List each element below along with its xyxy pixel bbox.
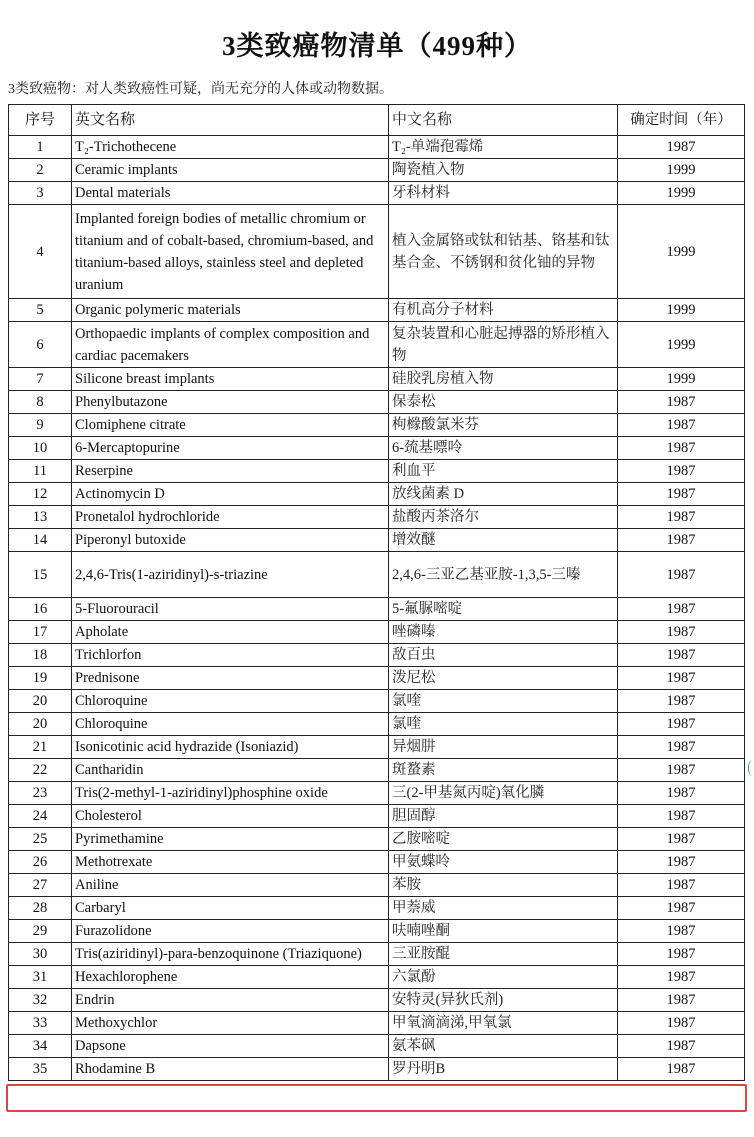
table-row [9,759,745,782]
cell-serial-number: 17 [9,621,72,644]
table-row [9,552,745,598]
cell-english-name: Chloroquine [72,690,389,713]
cell-chinese-name: 2,4,6-三亚乙基亚胺-1,3,5-三嗪 [389,552,618,598]
cell-serial-number: 18 [9,644,72,667]
cell-chinese-name: 增效醚 [389,529,618,552]
cell-year: 1987 [618,552,745,598]
cell-year: 1987 [618,966,745,989]
table-row [9,736,745,759]
table-row [9,644,745,667]
cell-serial-number: 20 [9,713,72,736]
cell-serial-number: 31 [9,966,72,989]
table-header-row [9,105,745,136]
cell-english-name: Hexachlorophene [72,966,389,989]
cell-chinese-name: 枸橼酸氯米芬 [389,414,618,437]
table-row [9,782,745,805]
cell-chinese-name: 有机高分子材料 [389,299,618,322]
cell-serial-number: 2 [9,159,72,182]
table-row [9,989,745,1012]
table-row [9,1012,745,1035]
carcinogen-table [8,104,745,1081]
cell-year: 1987 [618,621,745,644]
table-row [9,805,745,828]
cell-serial-number: 10 [9,437,72,460]
table-row [9,1035,745,1058]
table-row [9,182,745,205]
cell-serial-number: 29 [9,920,72,943]
cell-serial-number: 9 [9,414,72,437]
cell-chinese-name: 氨苯砜 [389,1035,618,1058]
cell-year: 1999 [618,159,745,182]
cell-chinese-name: 苯胺 [389,874,618,897]
cell-serial-number: 5 [9,299,72,322]
cell-chinese-name: 泼尼松 [389,667,618,690]
cell-year: 1987 [618,690,745,713]
cell-english-name: Trichlorfon [72,644,389,667]
cell-year: 1987 [618,391,745,414]
cell-english-name: Cantharidin [72,759,389,782]
category-description: 3类致癌物：对人类致癌性可疑，尚无充分的人体或动物数据。 [8,82,393,97]
cell-english-name: Piperonyl butoxide [72,529,389,552]
cell-chinese-name: 异烟肼 [389,736,618,759]
cell-english-name: Tris(2-methyl-1-aziridinyl)phosphine oxide [72,782,389,805]
cell-year: 1987 [618,736,745,759]
cell-chinese-name: 唑磷嗪 [389,621,618,644]
cell-year: 1987 [618,851,745,874]
table-row [9,874,745,897]
cell-chinese-name: 三(2-甲基氮丙啶)氧化膦 [389,782,618,805]
cell-english-name: Endrin [72,989,389,1012]
cell-serial-number: 33 [9,1012,72,1035]
cell-year: 1987 [618,920,745,943]
cell-serial-number: 1 [9,136,72,159]
cell-serial-number: 19 [9,667,72,690]
cell-serial-number: 14 [9,529,72,552]
cell-serial-number: 20 [9,690,72,713]
cell-year: 1987 [618,437,745,460]
cell-chinese-name: 敌百虫 [389,644,618,667]
cell-serial-number: 22 [9,759,72,782]
cell-serial-number: 8 [9,391,72,414]
cell-year: 1987 [618,529,745,552]
cell-year: 1987 [618,460,745,483]
table-row [9,322,745,368]
cell-year: 1987 [618,828,745,851]
cell-serial-number: 6 [9,322,72,368]
cell-english-name: Isonicotinic acid hydrazide (Isoniazid) [72,736,389,759]
cell-chinese-name: 利血平 [389,460,618,483]
table-row [9,851,745,874]
cell-chinese-name: 斑蝥素 [389,759,618,782]
cell-chinese-name: 保泰松 [389,391,618,414]
cell-english-name: Orthopaedic implants of complex composition and cardiac pacemakers [72,322,389,368]
cell-year: 1999 [618,182,745,205]
cell-chinese-name: 甲氨蝶呤 [389,851,618,874]
table-row [9,299,745,322]
table-row [9,506,745,529]
cell-serial-number: 25 [9,828,72,851]
cell-serial-number: 12 [9,483,72,506]
cell-serial-number: 15 [9,552,72,598]
cell-chinese-name: 乙胺嘧啶 [389,828,618,851]
cell-english-name: Pronetalol hydrochloride [72,506,389,529]
cell-year: 1987 [618,759,745,782]
table-row [9,690,745,713]
cell-serial-number: 35 [9,1058,72,1081]
table-row [9,136,745,159]
table-row [9,598,745,621]
cell-english-name: Dental materials [72,182,389,205]
cell-year: 1987 [618,943,745,966]
cell-serial-number: 4 [9,205,72,299]
margin-mark [748,760,754,776]
cell-year: 1987 [618,713,745,736]
cell-serial-number: 24 [9,805,72,828]
cell-chinese-name: 放线菌素 D [389,483,618,506]
cell-chinese-name: 陶瓷植入物 [389,159,618,182]
table-row [9,667,745,690]
cell-chinese-name: 甲萘威 [389,897,618,920]
table-row [9,205,745,299]
header-serial-number: 序号 [9,105,72,136]
cell-chinese-name: 罗丹明B [389,1058,618,1081]
cell-chinese-name: 牙科材料 [389,182,618,205]
table-row [9,621,745,644]
cell-serial-number: 27 [9,874,72,897]
cell-year: 1987 [618,414,745,437]
cell-chinese-name: 复杂装置和心脏起搏器的矫形植入物 [389,322,618,368]
cell-english-name: 2,4,6-Tris(1-aziridinyl)-s-triazine [72,552,389,598]
cell-year: 1987 [618,483,745,506]
table-row [9,828,745,851]
cell-chinese-name: 硅胶乳房植入物 [389,368,618,391]
cell-english-name: Methotrexate [72,851,389,874]
cell-year: 1987 [618,989,745,1012]
cell-english-name: Organic polymeric materials [72,299,389,322]
header-year-determined: 确定时间（年） [618,105,745,136]
cell-year: 1987 [618,644,745,667]
table-row [9,920,745,943]
table-row [9,713,745,736]
table-row [9,1058,745,1081]
cell-year: 1987 [618,506,745,529]
cell-english-name: Ceramic implants [72,159,389,182]
cell-year: 1987 [618,805,745,828]
table-row [9,897,745,920]
cell-english-name: Furazolidone [72,920,389,943]
table-row [9,529,745,552]
cell-chinese-name: 5-氟脲嘧啶 [389,598,618,621]
cell-english-name: Implanted foreign bodies of metallic chromium or titanium and of cobalt-based, chromium-based, and titanium-based alloys, stainless steel and depleted uranium [72,205,389,299]
cell-chinese-name: 盐酸丙茶洛尔 [389,506,618,529]
header-english-name: 英文名称 [72,105,389,136]
cell-year: 1987 [618,1012,745,1035]
cell-english-name: Actinomycin D [72,483,389,506]
cell-english-name: Cholesterol [72,805,389,828]
cell-chinese-name: 三亚胺醌 [389,943,618,966]
cell-english-name: Phenylbutazone [72,391,389,414]
cell-year: 1987 [618,667,745,690]
table-row [9,414,745,437]
cell-serial-number: 3 [9,182,72,205]
table-row [9,159,745,182]
cell-chinese-name: 氯喹 [389,690,618,713]
table-row [9,368,745,391]
cell-chinese-name: 植入金属铬或钛和钴基、铬基和钛基合金、不锈钢和贫化铀的异物 [389,205,618,299]
cell-serial-number: 34 [9,1035,72,1058]
cell-year: 1999 [618,322,745,368]
cell-serial-number: 23 [9,782,72,805]
cell-year: 1987 [618,598,745,621]
cell-year: 1999 [618,368,745,391]
table-row [9,391,745,414]
cell-english-name: Pyrimethamine [72,828,389,851]
cell-serial-number: 28 [9,897,72,920]
cell-serial-number: 30 [9,943,72,966]
cell-english-name: 6-Mercaptopurine [72,437,389,460]
cell-year: 1987 [618,782,745,805]
cell-english-name: Prednisone [72,667,389,690]
page-title: 3类致癌物清单（499种） [222,31,532,61]
cell-english-name: Chloroquine [72,713,389,736]
cell-year: 1999 [618,299,745,322]
cell-chinese-name: 安特灵(异狄氏剂) [389,989,618,1012]
cell-english-name: Apholate [72,621,389,644]
cell-serial-number: 13 [9,506,72,529]
cell-year: 1987 [618,1058,745,1081]
cell-chinese-name: 氯喹 [389,713,618,736]
cell-year: 1987 [618,1035,745,1058]
cell-english-name: 5-Fluorouracil [72,598,389,621]
cell-chinese-name: 六氯酚 [389,966,618,989]
cell-serial-number: 21 [9,736,72,759]
cell-year: 1987 [618,874,745,897]
cell-serial-number: 26 [9,851,72,874]
cell-serial-number: 11 [9,460,72,483]
cell-serial-number: 32 [9,989,72,1012]
table-row [9,966,745,989]
cell-year: 1999 [618,205,745,299]
cell-year: 1987 [618,897,745,920]
table-row [9,943,745,966]
cell-chinese-name: 甲氧滴滴涕,甲氧氯 [389,1012,618,1035]
cell-english-name: Rhodamine B [72,1058,389,1081]
header-chinese-name: 中文名称 [389,105,618,136]
cell-english-name: Methoxychlor [72,1012,389,1035]
cell-serial-number: 7 [9,368,72,391]
cell-english-name: Dapsone [72,1035,389,1058]
cell-chinese-name: T₂-单端孢霉烯 [389,136,618,159]
table-row [9,483,745,506]
cell-chinese-name: 呋喃唑酮 [389,920,618,943]
cell-english-name: Reserpine [72,460,389,483]
cell-year: 1987 [618,136,745,159]
cell-chinese-name: 胆固醇 [389,805,618,828]
table-row [9,437,745,460]
cell-english-name: Clomiphene citrate [72,414,389,437]
table-row [9,460,745,483]
cell-english-name: T₂-Trichothecene [72,136,389,159]
cell-english-name: Carbaryl [72,897,389,920]
cell-english-name: Tris(aziridinyl)-para-benzoquinone (Triaziquone) [72,943,389,966]
cell-english-name: Silicone breast implants [72,368,389,391]
cell-english-name: Aniline [72,874,389,897]
highlight-box-row-35 [6,1084,747,1112]
cell-chinese-name: 6-巯基嘌呤 [389,437,618,460]
cell-serial-number: 16 [9,598,72,621]
